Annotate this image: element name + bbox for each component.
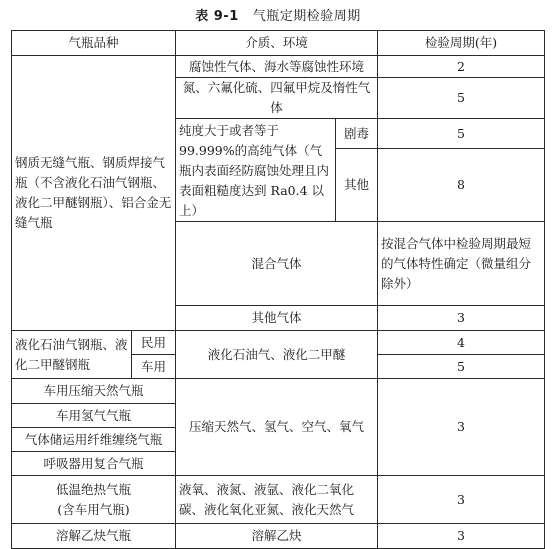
header-cylinder-type: 气瓶品种 — [12, 31, 176, 56]
period-highly-toxic: 5 — [378, 119, 545, 149]
table-caption — [0, 5, 556, 24]
medium-compressed-gases: 压缩天然气、氢气、空气、氧气 — [176, 379, 378, 476]
table-header-row — [12, 31, 545, 56]
period-other-gas: 3 — [378, 306, 545, 331]
category-steel-cylinders: 钢质无缝气瓶、钢质焊接气瓶（不含液化石油气钢瓶、液化二甲醚钢瓶）、铝合金无缝气瓶 — [12, 56, 176, 331]
medium-other-gas: 其他气体 — [176, 306, 378, 331]
sub-other: 其他 — [336, 149, 378, 222]
table-row — [12, 524, 545, 549]
sub-highly-toxic: 剧毒 — [336, 119, 378, 149]
category-fiber-wound: 气体储运用纤维缠绕气瓶 — [12, 428, 176, 452]
category-breathing-composite: 呼吸器用复合气瓶 — [12, 452, 176, 476]
medium-corrosive: 腐蚀性气体、海水等腐蚀性环境 — [176, 56, 378, 78]
medium-cryogenic: 液氧、液氮、液氩、液化二氧化碳、液化氧化亚氮、液化天然气 — [176, 476, 378, 524]
medium-acetylene: 溶解乙炔 — [176, 524, 378, 549]
inspection-period-table — [11, 30, 545, 549]
category-hydrogen-vehicle: 车用氢气气瓶 — [12, 404, 176, 428]
period-cryogenic: 3 — [378, 476, 545, 524]
medium-high-purity: 纯度大于或者等于 99.999%的高纯气体（气瓶内表面经防腐蚀处理且内表面粗糙度达到 Ra0.4 以上） — [176, 119, 336, 222]
period-acetylene: 3 — [378, 524, 545, 549]
category-acetylene: 溶解乙炔气瓶 — [12, 524, 176, 549]
sub-civil-use: 民用 — [132, 331, 176, 355]
category-cryogenic — [12, 476, 176, 524]
period-inert: 5 — [378, 78, 545, 119]
category-cryogenic-line2: (含车用气瓶) — [57, 501, 130, 517]
category-cryogenic-line1: 低温绝热气瓶 — [56, 481, 132, 497]
header-medium: 介质、环境 — [176, 31, 378, 56]
medium-lpg: 液化石油气、液化二甲醚 — [176, 331, 378, 379]
sub-vehicle-use: 车用 — [132, 355, 176, 379]
table-row — [12, 379, 545, 404]
medium-inert: 氮、六氟化硫、四氟甲烷及惰性气体 — [176, 78, 378, 119]
period-corrosive: 2 — [378, 56, 545, 78]
period-vehicle-use: 5 — [378, 355, 545, 379]
period-compressed-gases: 3 — [378, 379, 545, 476]
table-row — [12, 476, 545, 524]
medium-mixed-gas: 混合气体 — [176, 222, 378, 306]
category-cng-vehicle: 车用压缩天然气瓶 — [12, 379, 176, 404]
table-row — [12, 56, 545, 78]
table-row — [12, 331, 545, 355]
period-other: 8 — [378, 149, 545, 222]
category-lpg-cylinders: 液化石油气钢瓶、液化二甲醚钢瓶 — [12, 331, 132, 379]
period-civil-use: 4 — [378, 331, 545, 355]
header-period: 检验周期(年) — [378, 31, 545, 56]
table-number: 表 9-1 — [195, 9, 239, 24]
period-mixed-gas: 按混合气体中检验周期最短的气体特性确定（微量组分除外） — [378, 222, 545, 306]
table-title: 气瓶定期检验周期 — [252, 9, 361, 24]
